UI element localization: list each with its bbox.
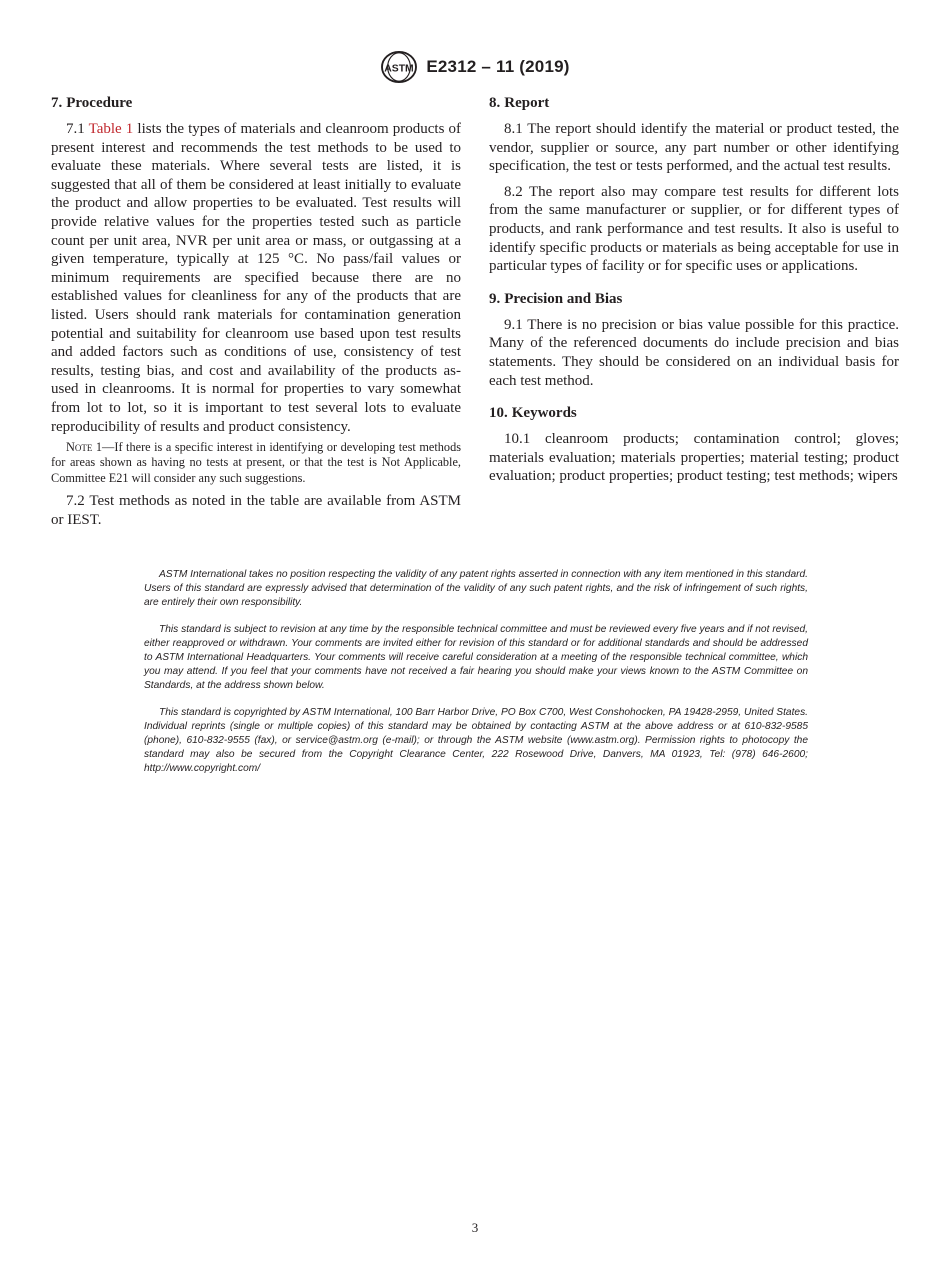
paragraph-8-2: 8.2 The report also may compare test results for different lots from the same manufacturer or supplier, or for different types of products, and rank performance and test results. It also is useful to identify specific products or materials as being acceptable for use in particular types of facility or for specific uses or applications. xyxy=(489,183,899,275)
paragraph-7-2: 7.2 Test methods as noted in the table are available from ASTM or IEST. xyxy=(51,492,461,528)
section-precision-and-bias xyxy=(489,290,899,390)
paragraph-10-1: 10.1 cleanroom products; contamination control; gloves; materials evaluation; materials properties; material testing; product evaluation; product properties; product testing; test methods; wipers xyxy=(489,431,899,485)
section-heading: 10. Keywords xyxy=(489,405,577,422)
table-1-link[interactable]: Table 1 xyxy=(88,121,134,137)
note-1: Note 1—If there is a specific interest in identifying or developing test methods for areas shown as having no tests at present, or that the test is Not Applicable, Committee E21 will consider any such suggestions. xyxy=(51,440,461,485)
standard-designation: E2312 – 11 (2019) xyxy=(426,57,570,76)
left-column xyxy=(51,94,461,529)
right-column xyxy=(489,94,899,486)
paragraph-9-1: 9.1 There is no precision or bias value possible for this practice. Many of the referenced documents do include precision and bias statements. They should be considered on an individual basis for each test method. xyxy=(489,316,899,389)
page-header xyxy=(0,50,950,84)
section-heading: 8. Report xyxy=(489,95,550,111)
paragraph-7-1: 7.1 Table 1 lists the types of materials and cleanroom products of present interest and recommends the test methods to be used to evaluate these materials. Where several tests are listed, it is suggested that all of them be considered at least initially to evaluate the product and allow properties to be evaluated. Test results will provide relative values for the properties tested such as particle count per unit area, NVR per unit area or mass, or outgassing at a given temperature, typically at 125 °C. No pass/fail values or minimum requirements are specified because there are no established values for cleanliness for any of the products that are listed. Users should rank materials for contamination generation potential and suitability for cleanroom use based upon test results and added factors such as conditions of use, consistency of test results, testing bias, and cost and availability of the products as-used in cleanrooms. It is normal for properties to vary somewhat from lot to lot, so it is important to test several lots to evaluate reproducibility of results and product consistency. xyxy=(51,121,462,435)
section-report xyxy=(489,94,899,276)
section-heading: 9. Precision and Bias xyxy=(489,290,623,307)
section-keywords xyxy=(489,404,899,486)
astm-logo-icon xyxy=(380,50,418,84)
paragraph-8-1: 8.1 The report should identify the material or product tested, the vendor, supplier or source, any part number or other identifying specification, the test or tests performed, and the actual test results. xyxy=(489,121,899,175)
copyright-notice: This standard is copyrighted by ASTM International, 100 Barr Harbor Drive, PO Box C700, West Conshohocken, PA 19428-2959, United States. Individual reprints (single or multiple copies) of this standard may be obtained by contacting ASTM at the above address or at 610-832-9585 (phone), 610-832-9555 (fax), or service@astm.org (e-mail); or through the ASTM website (www.astm.org). Permission rights to photocopy the standard may also be secured from the Copyright Clearance Center, 222 Rosewood Drive, Danvers, MA 01923, Tel: (978) 646-2600; http://www.copyright.com/ xyxy=(144,707,808,774)
section-heading: 7. Procedure xyxy=(51,95,133,111)
page-number: 3 xyxy=(471,1220,479,1235)
revision-notice: This standard is subject to revision at any time by the responsible technical committee and must be reviewed every five years and if not revised, either reapproved or withdrawn. Your comments are invited either for revision of this standard or for additional standards and should be addressed to ASTM International Headquarters. Your comments will receive careful consideration at a meeting of the responsible technical committee, which you may attend. If you feel that your comments have not received a fair hearing you should make your views known to the ASTM Committee on Standards, at the address shown below. xyxy=(144,624,808,691)
astm-logo-text: ASTM xyxy=(384,63,415,75)
patent-notice: ASTM International takes no position respecting the validity of any patent rights asserted in connection with any item mentioned in this standard. Users of this standard are expressly advised that determination of the validity of any such patent rights, and the risk of infringement of such rights, are entirely their own responsibility. xyxy=(144,569,808,608)
legal-footer xyxy=(144,568,808,789)
section-procedure xyxy=(51,94,461,529)
